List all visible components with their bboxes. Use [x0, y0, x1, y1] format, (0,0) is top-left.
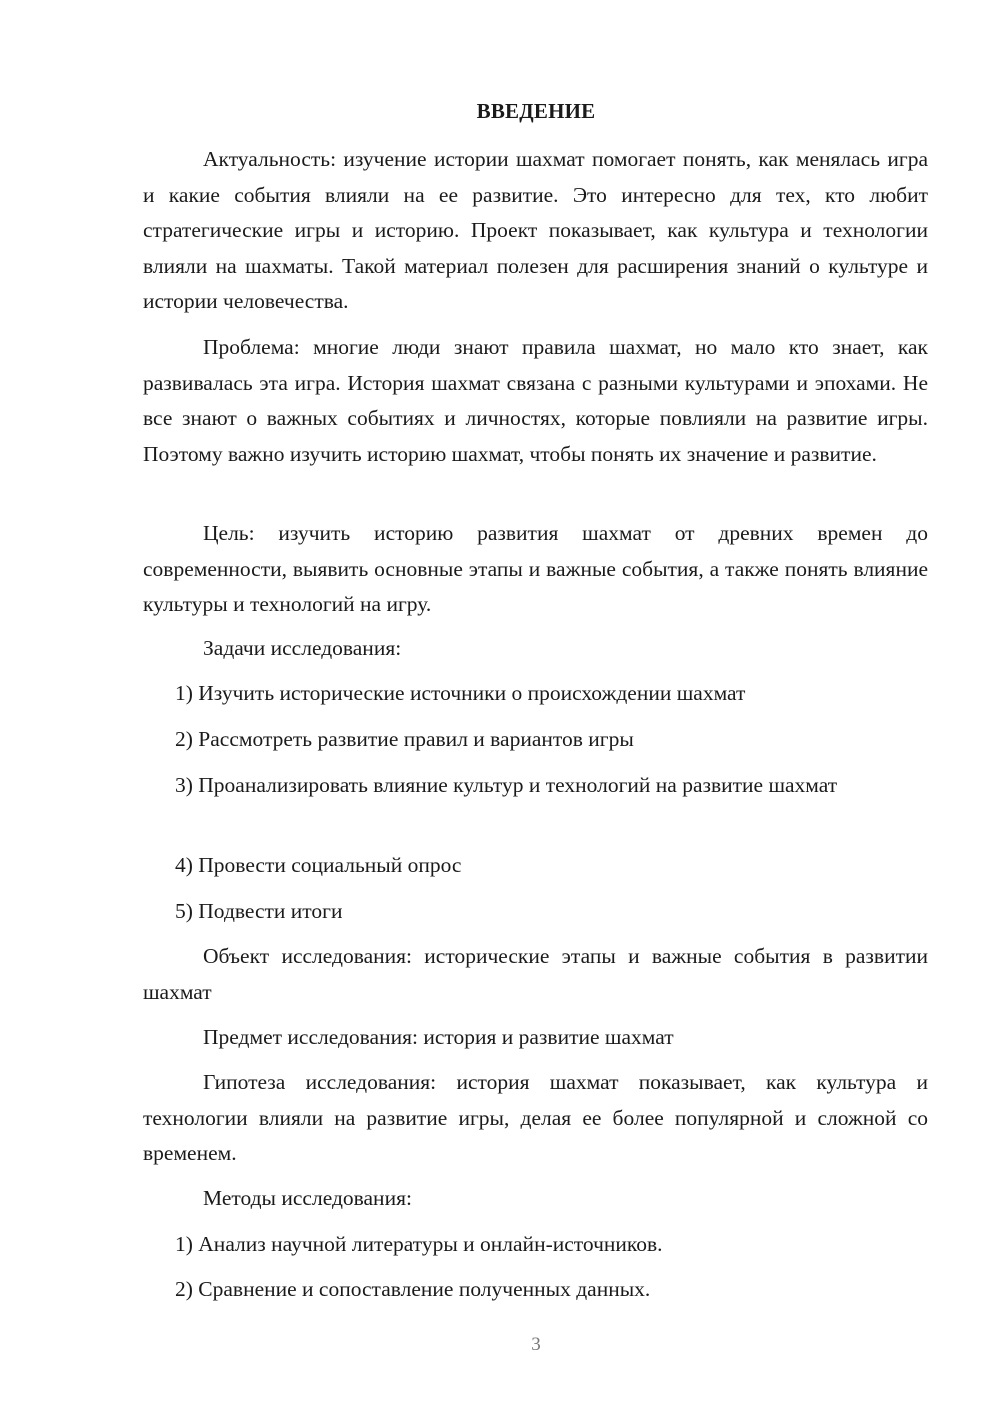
hypothesis-paragraph: Гипотеза исследования: история шахмат показывает, как культура и технологии влияли на развитие игры, делая ее более популярной и сложной со временем. [143, 1070, 928, 1165]
object-paragraph-block [143, 939, 928, 1010]
goal-paragraph: Цель: изучить историю развития шахмат от древних времен до современности, выявить основные этапы и важные события, а также понять влияние культуры и технологий на игру. [143, 521, 928, 616]
tasks-heading: Задачи исследования: [203, 636, 402, 660]
task-item-3: 3) Проанализировать влияние культур и технологий на развитие шахмат [175, 773, 838, 797]
goal-paragraph-block [143, 516, 928, 623]
page-number: 3 [531, 1334, 541, 1355]
methods-heading: Методы исследования: [203, 1186, 412, 1210]
method-item-1-block [143, 1227, 928, 1263]
problem-paragraph: Проблема: многие люди знают правила шахмат, но мало кто знает, как развивалась эта игра. История шахмат связана с разными культурами и эпохами. Не все знают о важных событиях и личностях, которые повлияли на развитие игры. Поэтому важно изучить историю шахмат, чтобы понять их значение и развитие. [143, 335, 928, 466]
task-item-5: 5) Подвести итоги [175, 899, 343, 923]
task-item-1: 1) Изучить исторические источники о происхождении шахмат [175, 681, 746, 705]
page-title: ВВЕДЕНИЕ [476, 99, 596, 123]
methods-heading-block [143, 1181, 928, 1217]
task-item-5-block [143, 894, 928, 930]
method-item-2: 2) Сравнение и сопоставление полученных данных. [175, 1277, 651, 1301]
task-item-2-block [143, 722, 928, 758]
tasks-heading-block [143, 631, 928, 667]
hypothesis-paragraph-block [143, 1065, 928, 1172]
task-item-2: 2) Рассмотреть развитие правил и вариантов игры [175, 727, 634, 751]
method-item-1: 1) Анализ научной литературы и онлайн-источников. [175, 1232, 663, 1256]
relevance-paragraph-block [143, 142, 928, 320]
relevance-paragraph: Актуальность: изучение истории шахмат помогает понять, как менялась игра и какие события влияли на ее развитие. Это интересно для тех, кто любит стратегические игры и историю. Проект показывает, как культура и технологии влияли на шахматы. Такой материал полезен для расширения знаний о культуре и истории человечества. [143, 147, 928, 313]
object-paragraph: Объект исследования: исторические этапы и важные события в развитии шахмат [143, 944, 928, 1004]
method-item-2-block [143, 1272, 928, 1308]
subject-paragraph-block [143, 1020, 928, 1056]
task-item-4-block [143, 848, 928, 884]
task-item-4: 4) Провести социальный опрос [175, 853, 462, 877]
task-item-3-block [143, 768, 928, 804]
subject-paragraph: Предмет исследования: история и развитие шахмат [203, 1025, 674, 1049]
problem-paragraph-block [143, 330, 928, 472]
task-item-1-block [143, 676, 928, 712]
